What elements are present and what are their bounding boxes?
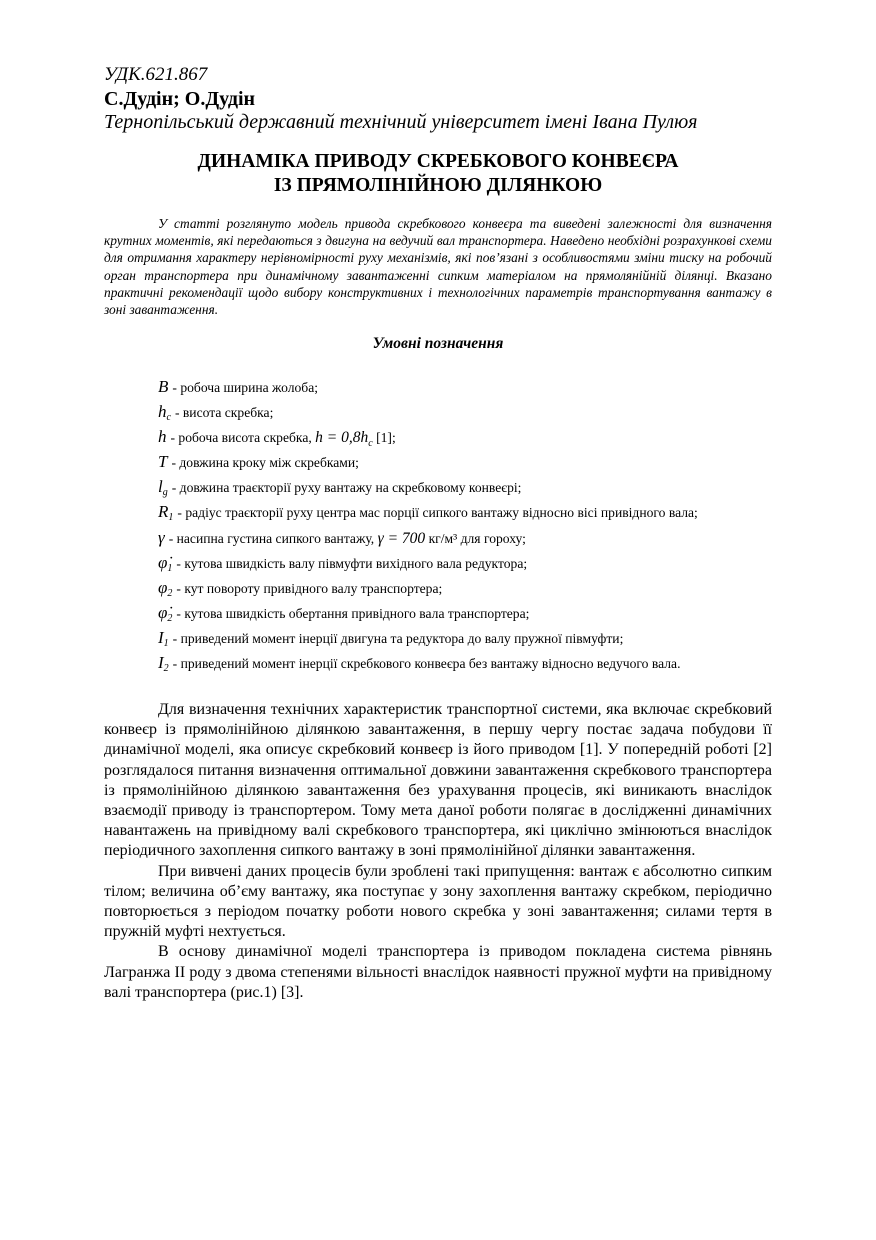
- notation-item: [158, 600, 798, 625]
- authors: С.Дудін; О.Дудін: [104, 88, 256, 110]
- notation-list: [158, 374, 798, 675]
- notation-symbol: B: [158, 377, 169, 396]
- paper-title-line-2: ІЗ ПРЯМОЛІНІЙНОЮ ДІЛЯНКОЮ: [273, 175, 603, 196]
- notation-description: - висота скребка;: [174, 405, 274, 421]
- notation-tail: [1];: [372, 430, 396, 446]
- notation-formula: γ = 700: [377, 529, 426, 547]
- notation-symbol: $l_g$: [158, 477, 168, 499]
- notation-item: [158, 449, 798, 474]
- notation-symbol: h: [158, 427, 167, 447]
- notation-description: - робоча висота скребка,: [170, 430, 316, 446]
- udk-code: УДК.621.867: [104, 64, 208, 85]
- notation-symbol: γ: [158, 527, 165, 547]
- notation-symbol: $\varphi̇_1$: [158, 552, 173, 574]
- notation-symbol: $h_c$: [158, 402, 171, 424]
- notation-description: - довжина траєкторії руху вантажу на скребковому конвеєрі;: [171, 480, 522, 496]
- notation-heading: Умовні позначення: [372, 335, 504, 352]
- notation-tail: кг/м³ для гороху;: [425, 530, 526, 546]
- notation-item: [158, 474, 798, 499]
- notation-symbol: $I_1$: [158, 627, 169, 649]
- notation-item: [158, 424, 798, 449]
- notation-description: - довжина кроку між скребками;: [171, 455, 359, 471]
- notation-item: [158, 499, 798, 524]
- notation-description: - робоча ширина жолоба;: [172, 380, 319, 395]
- notation-item: [158, 575, 798, 600]
- notation-symbol: $\varphi_2$: [158, 577, 173, 599]
- paragraph-2: При вивчені даних процесів були зроблені такі припущення: вантаж є абсолютно сипким тілом; величина об’єму вантажу, яка поступає у зону захоплення вантажу скребком, періодично повторюється з періодом початку роботи нового скребка у зоні завантаження; силами тертя в пружній муфті нехтується.: [104, 862, 772, 941]
- notation-description: - приведений момент інерції скребкового конвеєра без вантажу відносно ведучого вала.: [172, 656, 681, 672]
- notation-item: [158, 525, 798, 550]
- notation-item: [158, 550, 798, 575]
- notation-formula: $h = 0,8h_c$: [315, 429, 373, 450]
- body-text: [104, 700, 772, 1003]
- notation-symbol: $\varphi̇_2$: [158, 602, 173, 624]
- notation-description: - радіус траєкторії руху центра мас порції сипкого вантажу відносно вісі привідного вала;: [177, 505, 698, 521]
- notation-description: - кутова швидкість валу півмуфти вихідного вала редуктора;: [176, 555, 528, 571]
- notation-item: [158, 374, 798, 399]
- paragraph-3: В основу динамічної моделі транспортера із приводом покладена система рівнянь Лагранжа ІІ роду з двома степенями вільності внаслідок наявності пружної муфти на привідному валі транспортера (рис.1) [3].: [104, 943, 772, 1001]
- notation-symbol: $I_2$: [158, 653, 169, 675]
- notation-description: - кут повороту привідного валу транспортера;: [176, 580, 443, 596]
- affiliation: Тернопільський державний технічний університет імені Івана Пулюя: [104, 111, 698, 133]
- abstract: У статті розглянуто модель привода скребкового конвеєра та виведені залежності для визначення крутних моментів, які передаються з двигуна на ведучий вал транспортера. Наведено необхідні розрахункові схеми для отримання характеру нерівномірності руху механізмів, які пов’язані з особливостями зміни тиску на робочий орган транспортера при динамічному завантаженні сипким матеріалом на прямолянійній ділянці. Вказано практичні рекомендації щодо вибору конструктивних і технологічних параметрів транспортування вантажу в зоні завантаження.: [104, 216, 772, 318]
- notation-description: - приведений момент інерції двигуна та редуктора до валу пружної півмуфти;: [172, 630, 624, 646]
- paragraph-1: Для визначення технічних характеристик транспортної системи, яка включає скребковий конвеєр із прямолінійною ділянкою завантаження, в першу чергу постає задача побудови її динамічної моделі, яка описує скребковий конвеєр із його приводом [1]. У попередній роботі [2] розглядалося питання визначення оптимальної довжини завантаження скребкового транспортера із прямолінійною ділянкою завантаження без урахування процесів, які виникають внаслідок взаємодії приводу із транспортером. Тому мета даної роботи полягає в дослідженні динамічних навантажень на привідному валі скребкового транспортера, які циклічно змінюються внаслідок періодичного захоплення сипкого вантажу в зоні прямолінійної ділянки завантаження.: [104, 701, 772, 860]
- notation-description: - кутова швидкість обертання привідного вала транспортера;: [176, 605, 530, 621]
- notation-symbol: $R_1$: [158, 502, 174, 524]
- notation-description: - насипна густина сипкого вантажу,: [168, 530, 378, 546]
- paper-title-line-1: ДИНАМІКА ПРИВОДУ СКРЕБКОВОГО КОНВЕЄРА: [197, 151, 679, 172]
- notation-item: [158, 650, 798, 675]
- notation-item: [158, 625, 798, 650]
- notation-item: [158, 399, 798, 424]
- notation-symbol: T: [158, 452, 168, 472]
